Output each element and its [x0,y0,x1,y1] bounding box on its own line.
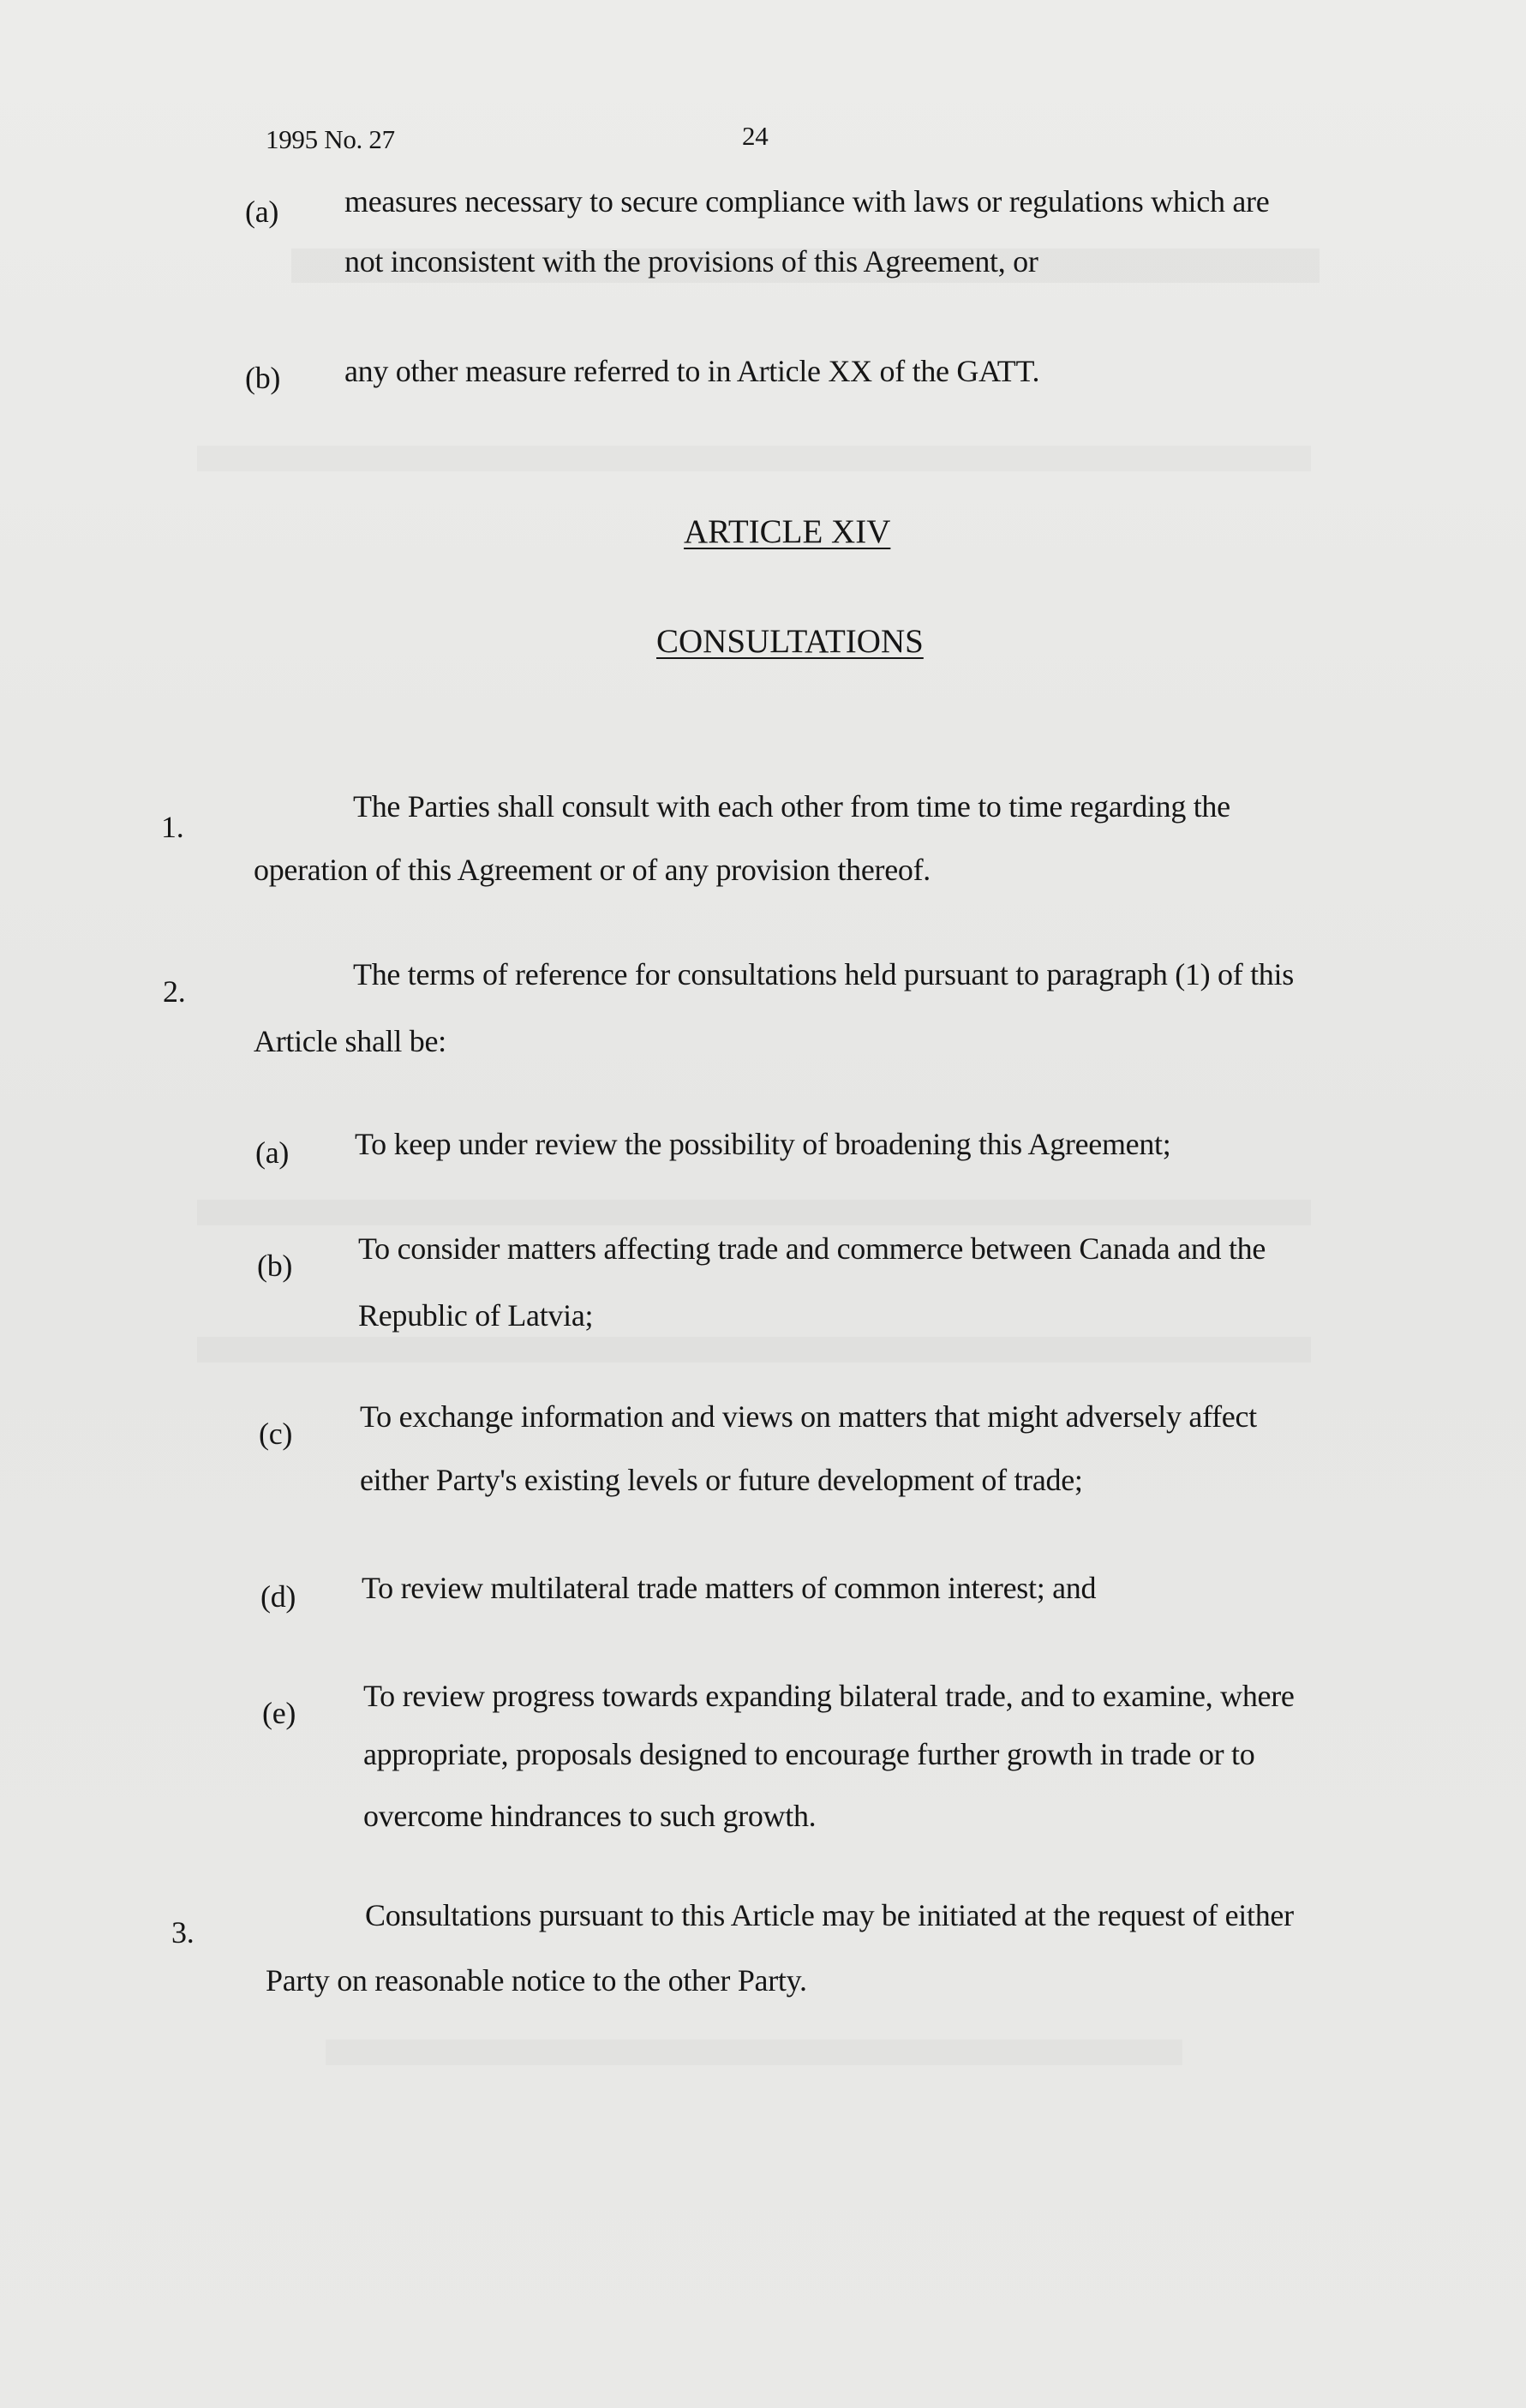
paragraph-line: Article shall be: [254,1024,446,1058]
term-line: either Party's existing levels or future development of trade; [360,1463,1083,1497]
paragraph-line: The terms of reference for consultations held pursuant to paragraph (1) of this [353,957,1294,991]
term-line: Republic of Latvia; [358,1298,594,1333]
header-page-number: 24 [742,121,769,151]
paragraph-line: The Parties shall consult with each other from time to time regarding the [353,789,1230,824]
intro-item-label: (b) [245,361,281,395]
paragraph-line: Consultations pursuant to this Article may be initiated at the request of either [365,1898,1294,1932]
article-title-heading: CONSULTATIONS [656,623,924,660]
term-line: To consider matters affecting trade and commerce between Canada and the [358,1231,1266,1266]
bleed-through-shadow [197,1337,1311,1363]
paragraph-number: 1. [161,810,184,844]
intro-item-line: any other measure referred to in Article XX of the GATT. [344,354,1040,388]
term-label: (e) [262,1696,296,1730]
paragraph-number: 2. [163,974,186,1009]
paragraph-line: operation of this Agreement or of any provision thereof. [254,853,931,887]
intro-item-label: (a) [245,195,279,229]
article-number-heading: ARTICLE XIV [684,513,891,550]
bleed-through-shadow [197,1200,1311,1225]
header-document-number: 1995 No. 27 [266,124,395,154]
term-line: appropriate, proposals designed to encourage further growth in trade or to [363,1737,1255,1771]
term-line: To exchange information and views on matters that might adversely affect [360,1399,1257,1434]
intro-item-line: measures necessary to secure compliance with laws or regulations which are [344,184,1270,219]
term-line: To keep under review the possibility of broadening this Agreement; [355,1127,1171,1161]
term-label: (a) [255,1135,290,1170]
paragraph-number: 3. [171,1915,194,1950]
paragraph-line: Party on reasonable notice to the other Party. [266,1963,807,1998]
term-line: To review multilateral trade matters of common interest; and [362,1571,1097,1605]
term-line: To review progress towards expanding bilateral trade, and to examine, where [363,1679,1295,1713]
term-line: overcome hindrances to such growth. [363,1799,817,1833]
intro-item-line: not inconsistent with the provisions of this Agreement, or [344,244,1038,279]
term-label: (b) [257,1249,293,1283]
term-label: (c) [259,1417,293,1451]
bleed-through-shadow [326,2040,1182,2065]
bleed-through-shadow [197,446,1311,471]
term-label: (d) [260,1579,296,1614]
